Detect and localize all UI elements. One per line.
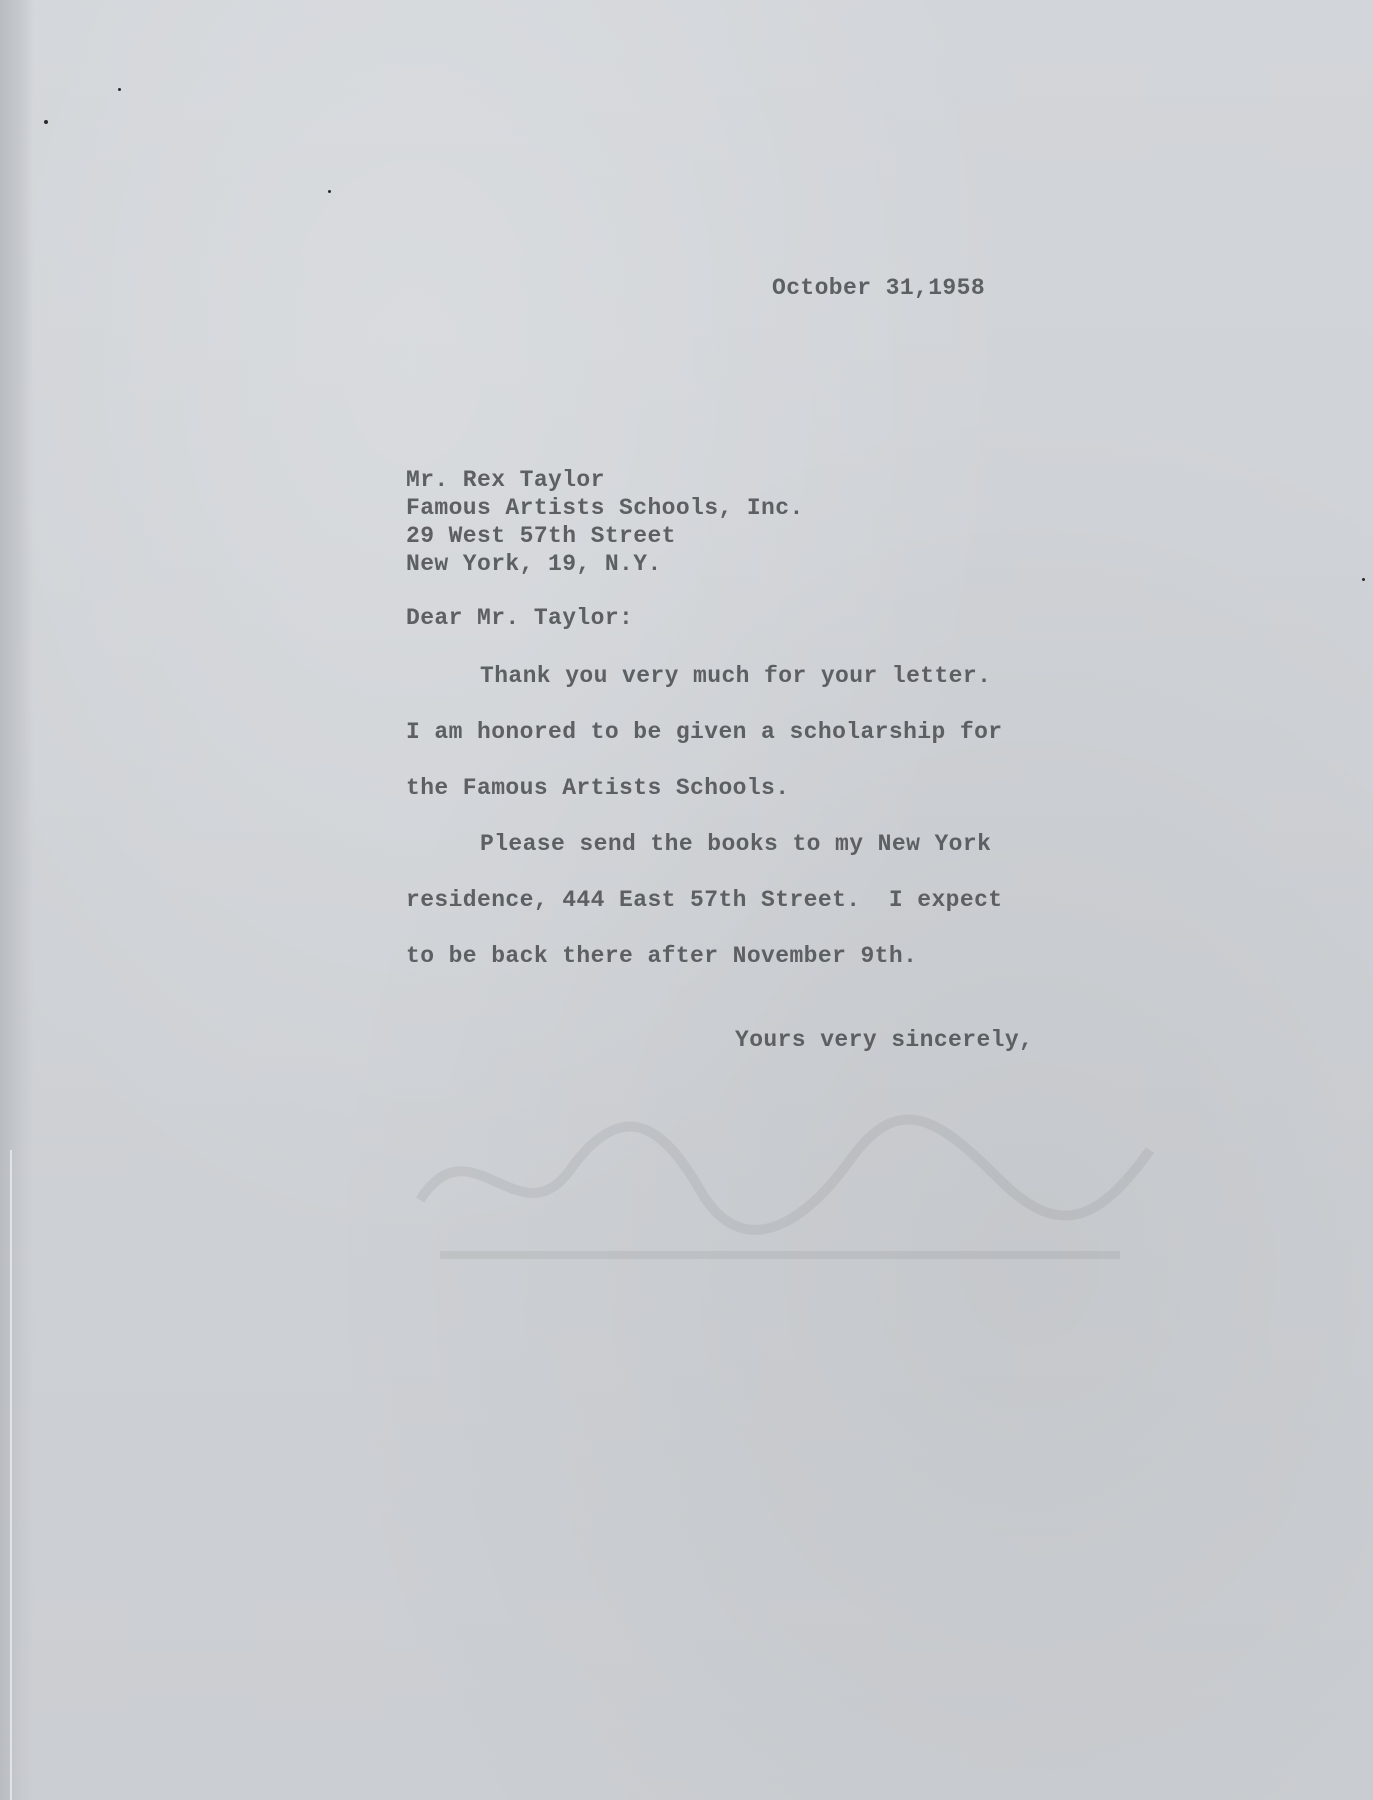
- body-line: residence, 444 East 57th Street. I expect: [406, 887, 1003, 913]
- body-line: Thank you very much for your letter.: [480, 663, 992, 689]
- body-line: to be back there after November 9th.: [406, 943, 918, 969]
- recipient-city: New York, 19, N.Y.: [406, 551, 662, 577]
- body-line: Please send the books to my New York: [480, 831, 992, 857]
- letter-date: October 31,1958: [772, 275, 986, 301]
- recipient-name: Mr. Rex Taylor: [406, 467, 605, 493]
- complimentary-close: Yours very sincerely,: [735, 1027, 1034, 1053]
- recipient-street: 29 West 57th Street: [406, 523, 676, 549]
- salutation: Dear Mr. Taylor:: [406, 605, 634, 631]
- body-line: the Famous Artists Schools.: [406, 775, 790, 801]
- recipient-organization: Famous Artists Schools, Inc.: [406, 495, 804, 521]
- body-line: I am honored to be given a scholarship for: [406, 719, 1003, 745]
